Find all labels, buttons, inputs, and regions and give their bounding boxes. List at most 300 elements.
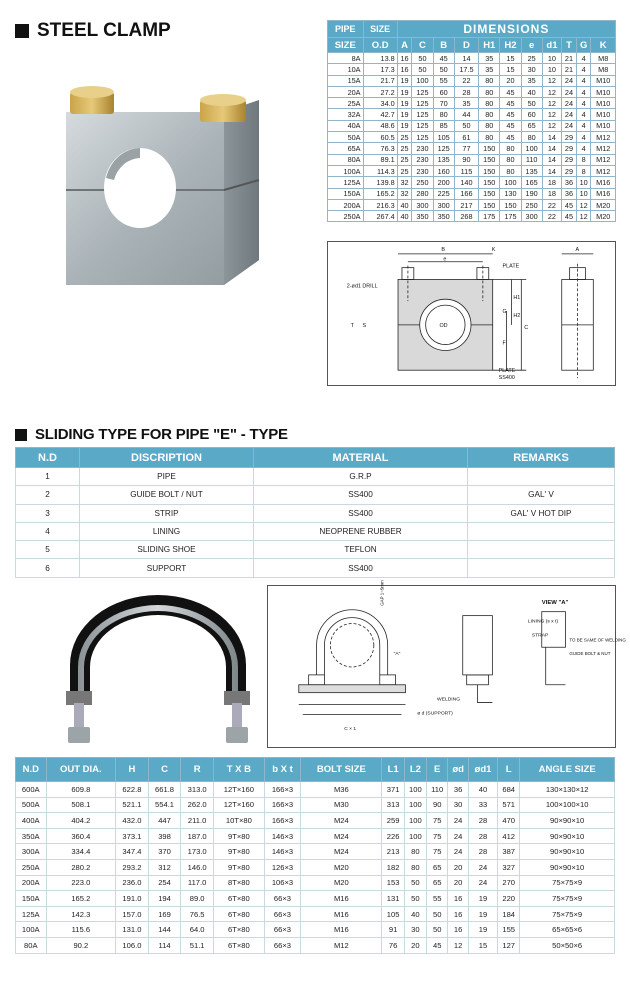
table-cell: 432.0 bbox=[116, 813, 149, 829]
table-cell: 76.5 bbox=[181, 906, 214, 922]
table-cell: 157.0 bbox=[116, 906, 149, 922]
table-cell: 600A bbox=[16, 782, 47, 798]
table-cell: 70 bbox=[433, 98, 454, 109]
table-cell: 211.0 bbox=[181, 813, 214, 829]
drawing-label-support: ø d (SUPPORT) bbox=[417, 711, 453, 717]
table-row bbox=[16, 937, 615, 953]
table-cell: 24 bbox=[448, 844, 469, 860]
table-cell: 75×75×9 bbox=[520, 875, 615, 891]
table-row bbox=[16, 522, 615, 540]
table-row bbox=[16, 828, 615, 844]
table-cell: STRIP bbox=[80, 504, 254, 522]
table-cell: 360.4 bbox=[46, 828, 116, 844]
table-cell: 90×90×10 bbox=[520, 828, 615, 844]
table-cell: 36 bbox=[562, 177, 577, 188]
table-cell: 50 bbox=[412, 64, 433, 75]
table-row bbox=[16, 891, 615, 907]
table-cell: 25A bbox=[328, 98, 364, 109]
table-cell: 184 bbox=[498, 906, 520, 922]
table-cell: 13.8 bbox=[363, 53, 397, 64]
table-cell: 194 bbox=[148, 891, 181, 907]
table-cell: 250A bbox=[16, 859, 47, 875]
table-cell: 14 bbox=[542, 132, 561, 143]
table-cell: M36 bbox=[301, 782, 382, 798]
table-cell: 300 bbox=[412, 199, 433, 210]
table-cell: M20 bbox=[591, 211, 616, 222]
table-row bbox=[16, 875, 615, 891]
table-cell: 34.0 bbox=[363, 98, 397, 109]
e-type-col-header: b X t bbox=[264, 758, 300, 782]
table-cell: 187.0 bbox=[181, 828, 214, 844]
table-cell: 4 bbox=[16, 522, 80, 540]
dim-col-header: SIZE bbox=[328, 38, 364, 53]
table-cell: 80 bbox=[500, 154, 521, 165]
table-cell: 169 bbox=[148, 906, 181, 922]
dimensions-body bbox=[328, 53, 616, 222]
table-cell: 45 bbox=[427, 937, 448, 953]
dim-col-header: H2 bbox=[500, 38, 521, 53]
table-cell: 1 bbox=[16, 468, 80, 486]
table-cell: 50 bbox=[404, 875, 426, 891]
table-cell: 40 bbox=[397, 211, 412, 222]
table-cell: 76.3 bbox=[363, 143, 397, 154]
e-type-body bbox=[16, 782, 615, 954]
table-cell: 9T×80 bbox=[213, 844, 264, 860]
table-cell: 2 bbox=[16, 486, 80, 504]
table-cell: 22 bbox=[454, 75, 478, 86]
table-cell: 6 bbox=[16, 559, 80, 577]
table-cell: 267.4 bbox=[363, 211, 397, 222]
table-cell: M12 bbox=[591, 165, 616, 176]
table-cell: 142.3 bbox=[46, 906, 116, 922]
drawing-label-to-be-same: TO BE SAME OF WELDING bbox=[569, 637, 626, 643]
table-row bbox=[16, 844, 615, 860]
table-cell: 131 bbox=[382, 891, 404, 907]
table-cell: 554.1 bbox=[148, 797, 181, 813]
table-cell: 25 bbox=[397, 154, 412, 165]
table-cell: 19 bbox=[397, 86, 412, 97]
table-cell: 80 bbox=[479, 75, 500, 86]
table-cell: 14 bbox=[454, 53, 478, 64]
table-cell: 5 bbox=[16, 541, 80, 559]
table-cell: 66×3 bbox=[264, 906, 300, 922]
table-cell: 155 bbox=[498, 922, 520, 938]
table-cell: 75×75×9 bbox=[520, 906, 615, 922]
table-row bbox=[16, 541, 615, 559]
table-cell: M8 bbox=[591, 53, 616, 64]
table-cell: 40 bbox=[397, 199, 412, 210]
table-cell: 89.0 bbox=[181, 891, 214, 907]
table-cell: 32 bbox=[397, 177, 412, 188]
table-cell: 90×90×10 bbox=[520, 859, 615, 875]
table-cell: 125 bbox=[412, 132, 433, 143]
table-cell: 470 bbox=[498, 813, 520, 829]
table-cell: 36 bbox=[448, 782, 469, 798]
table-cell: M16 bbox=[591, 177, 616, 188]
table-cell: 65 bbox=[427, 859, 448, 875]
table-cell: 75 bbox=[427, 813, 448, 829]
table-cell: 80 bbox=[479, 98, 500, 109]
table-cell: 28 bbox=[454, 86, 478, 97]
drawing-label-g: G bbox=[502, 309, 507, 316]
table-cell: 12 bbox=[576, 211, 591, 222]
dim-col-header: e bbox=[521, 38, 542, 53]
table-cell: 4 bbox=[576, 53, 591, 64]
table-cell: 6T×80 bbox=[213, 891, 264, 907]
steel-clamp-title bbox=[15, 20, 171, 42]
table-cell: 28 bbox=[468, 813, 497, 829]
table-cell: 45 bbox=[500, 86, 521, 97]
table-cell: 190 bbox=[521, 188, 542, 199]
table-cell: 90 bbox=[454, 154, 478, 165]
dim-col-header: O.D bbox=[363, 38, 397, 53]
table-cell: 115.6 bbox=[46, 922, 116, 938]
table-cell: 10T×80 bbox=[213, 813, 264, 829]
dim-col-header: T bbox=[562, 38, 577, 53]
table-cell: 144 bbox=[148, 922, 181, 938]
drawing-label-k: K bbox=[491, 246, 496, 253]
table-cell: 100 bbox=[404, 797, 426, 813]
table-cell: PIPE bbox=[80, 468, 254, 486]
table-cell: 115 bbox=[454, 165, 478, 176]
table-cell: 6T×80 bbox=[213, 906, 264, 922]
table-row bbox=[16, 468, 615, 486]
table-cell: 135 bbox=[433, 154, 454, 165]
table-cell: 24 bbox=[448, 813, 469, 829]
table-cell: 400A bbox=[16, 813, 47, 829]
table-row bbox=[16, 797, 615, 813]
drawing-label-plate: PLATE bbox=[502, 263, 520, 270]
steel-clamp-technical-drawing bbox=[327, 241, 616, 386]
drawing-label-view-a: VIEW "A" bbox=[541, 599, 569, 606]
table-cell: 106.0 bbox=[116, 937, 149, 953]
table-cell: 126×3 bbox=[264, 859, 300, 875]
table-cell: 300 bbox=[433, 199, 454, 210]
table-cell: 259 bbox=[382, 813, 404, 829]
table-cell: 20 bbox=[404, 937, 426, 953]
table-cell: 16 bbox=[397, 64, 412, 75]
steel-clamp-photo bbox=[66, 78, 259, 285]
table-cell: 4 bbox=[576, 120, 591, 131]
table-cell: M10 bbox=[591, 98, 616, 109]
dimensions-column-headers bbox=[328, 38, 616, 53]
table-cell: 130 bbox=[500, 188, 521, 199]
table-cell: 9T×80 bbox=[213, 859, 264, 875]
table-cell: 12 bbox=[542, 98, 561, 109]
dim-col-header: H1 bbox=[479, 38, 500, 53]
table-cell: 17.5 bbox=[454, 64, 478, 75]
table-cell: 15 bbox=[500, 53, 521, 64]
table-cell: 25 bbox=[397, 165, 412, 176]
table-cell: 609.8 bbox=[46, 782, 116, 798]
table-row bbox=[328, 211, 616, 222]
table-cell: 571 bbox=[498, 797, 520, 813]
steel-clamp-dimensions-table bbox=[327, 20, 616, 222]
table-cell: 45 bbox=[500, 109, 521, 120]
table-cell: M16 bbox=[301, 922, 382, 938]
table-row bbox=[16, 782, 615, 798]
table-cell: 65A bbox=[328, 143, 364, 154]
table-cell: SLIDING SHOE bbox=[80, 541, 254, 559]
table-cell: SUPPORT bbox=[80, 559, 254, 577]
table-cell: 28 bbox=[468, 828, 497, 844]
table-cell: 20 bbox=[448, 875, 469, 891]
mat-header-description: DISCRIPTION bbox=[80, 448, 254, 468]
table-cell: M16 bbox=[301, 891, 382, 907]
table-cell: 216.3 bbox=[363, 199, 397, 210]
table-cell: GAL' V HOT DIP bbox=[468, 504, 615, 522]
table-cell: 166×3 bbox=[264, 797, 300, 813]
table-cell: 20 bbox=[500, 75, 521, 86]
table-cell: 100A bbox=[328, 165, 364, 176]
table-row bbox=[328, 98, 616, 109]
table-cell: 280 bbox=[412, 188, 433, 199]
table-cell: 100 bbox=[500, 177, 521, 188]
e-type-technical-drawing bbox=[267, 580, 626, 748]
table-cell: 80 bbox=[433, 109, 454, 120]
table-cell: 12 bbox=[542, 86, 561, 97]
table-cell: 66×3 bbox=[264, 891, 300, 907]
table-cell: 447 bbox=[148, 813, 181, 829]
table-cell: 45 bbox=[433, 53, 454, 64]
table-cell: 508.1 bbox=[46, 797, 116, 813]
table-cell: 55 bbox=[427, 891, 448, 907]
table-cell: 661.8 bbox=[148, 782, 181, 798]
table-row bbox=[328, 132, 616, 143]
header-dimensions: DIMENSIONS bbox=[397, 21, 615, 38]
table-cell: SS400 bbox=[254, 486, 468, 504]
table-cell: 293.2 bbox=[116, 859, 149, 875]
table-cell: 80 bbox=[500, 165, 521, 176]
table-cell: 17.3 bbox=[363, 64, 397, 75]
table-cell: 24 bbox=[562, 75, 577, 86]
table-cell: 36 bbox=[562, 188, 577, 199]
table-cell: 350 bbox=[412, 211, 433, 222]
table-cell: M16 bbox=[591, 188, 616, 199]
table-cell: 29 bbox=[562, 165, 577, 176]
table-cell: M12 bbox=[301, 937, 382, 953]
table-cell: 35 bbox=[521, 75, 542, 86]
table-cell: 22 bbox=[542, 211, 561, 222]
table-cell: 27.2 bbox=[363, 86, 397, 97]
table-cell: 312 bbox=[148, 859, 181, 875]
table-cell: SS400 bbox=[254, 504, 468, 522]
table-cell: 347.4 bbox=[116, 844, 149, 860]
table-cell: 262.0 bbox=[181, 797, 214, 813]
table-cell: 22 bbox=[542, 199, 561, 210]
table-row bbox=[328, 64, 616, 75]
dim-col-header: d1 bbox=[542, 38, 561, 53]
table-row bbox=[328, 165, 616, 176]
table-cell: 153 bbox=[382, 875, 404, 891]
table-cell: 51.1 bbox=[181, 937, 214, 953]
table-cell: 230 bbox=[412, 143, 433, 154]
e-type-col-header: ød1 bbox=[468, 758, 497, 782]
drawing-label-gap: GAP 1~5mm bbox=[379, 580, 385, 606]
table-row bbox=[328, 53, 616, 64]
table-cell: LINING bbox=[80, 522, 254, 540]
table-cell: 50 bbox=[454, 120, 478, 131]
table-cell: 223.0 bbox=[46, 875, 116, 891]
table-cell: 125 bbox=[412, 86, 433, 97]
table-cell: 29 bbox=[562, 143, 577, 154]
table-cell: 45 bbox=[562, 211, 577, 222]
table-cell: 684 bbox=[498, 782, 520, 798]
table-cell: 4 bbox=[576, 64, 591, 75]
table-cell: 24 bbox=[562, 86, 577, 97]
table-cell: 8A bbox=[328, 53, 364, 64]
table-cell: 44 bbox=[454, 109, 478, 120]
table-cell: 100 bbox=[404, 813, 426, 829]
table-cell: M20 bbox=[301, 875, 382, 891]
table-cell: 24 bbox=[448, 828, 469, 844]
table-cell: 387 bbox=[498, 844, 520, 860]
table-cell: 313.0 bbox=[181, 782, 214, 798]
table-cell: 3 bbox=[16, 504, 80, 522]
header-size: SIZE bbox=[363, 21, 397, 38]
material-table bbox=[15, 447, 615, 578]
table-cell: 65 bbox=[427, 875, 448, 891]
table-cell: 270 bbox=[498, 875, 520, 891]
table-cell: 300 bbox=[521, 211, 542, 222]
table-cell: 29 bbox=[562, 132, 577, 143]
table-cell: 146.0 bbox=[181, 859, 214, 875]
table-cell: 75 bbox=[427, 828, 448, 844]
table-cell: M30 bbox=[301, 797, 382, 813]
table-cell: 140 bbox=[454, 177, 478, 188]
table-cell: 150 bbox=[479, 165, 500, 176]
table-cell: M10 bbox=[591, 120, 616, 131]
table-cell: 90×90×10 bbox=[520, 813, 615, 829]
sliding-type-title bbox=[15, 426, 288, 443]
drawing-label-h2: H2 bbox=[513, 312, 521, 319]
table-row bbox=[328, 188, 616, 199]
material-body bbox=[16, 468, 615, 578]
u-clamp-photo bbox=[62, 595, 254, 748]
table-cell: 12 bbox=[542, 75, 561, 86]
table-cell: 327 bbox=[498, 859, 520, 875]
table-cell: 100×100×10 bbox=[520, 797, 615, 813]
table-cell: 10A bbox=[328, 64, 364, 75]
table-cell: 21 bbox=[562, 53, 577, 64]
table-cell: 35 bbox=[454, 98, 478, 109]
table-cell: 500A bbox=[16, 797, 47, 813]
drawing-label-welding: WELDING bbox=[437, 697, 461, 703]
table-cell: 19 bbox=[397, 98, 412, 109]
table-cell: 61 bbox=[454, 132, 478, 143]
table-cell: 15 bbox=[468, 937, 497, 953]
table-cell: GAL' V bbox=[468, 486, 615, 504]
table-cell: 12 bbox=[542, 120, 561, 131]
table-cell: 10 bbox=[542, 64, 561, 75]
drawing-label-guide: GUIDE BOLT & NUT bbox=[569, 651, 611, 657]
header-pipe: PIPE bbox=[328, 21, 364, 38]
table-cell: 66×3 bbox=[264, 937, 300, 953]
dim-col-header: C bbox=[412, 38, 433, 53]
table-cell: 6T×80 bbox=[213, 937, 264, 953]
table-cell: 334.4 bbox=[46, 844, 116, 860]
dim-col-header: G bbox=[576, 38, 591, 53]
table-cell: 55 bbox=[433, 75, 454, 86]
drawing-label-drill: 2-ød1 DRILL bbox=[346, 283, 378, 290]
table-cell: M10 bbox=[591, 75, 616, 86]
table-cell: 370 bbox=[148, 844, 181, 860]
table-cell: 350A bbox=[16, 828, 47, 844]
drawing-label-c1: C × 1 bbox=[344, 727, 357, 733]
table-cell: 12 bbox=[448, 937, 469, 953]
table-cell: 80 bbox=[500, 143, 521, 154]
table-cell: 200A bbox=[328, 199, 364, 210]
table-cell: 300A bbox=[16, 844, 47, 860]
table-cell: 8 bbox=[576, 154, 591, 165]
table-cell: 191.0 bbox=[116, 891, 149, 907]
table-cell: M24 bbox=[301, 813, 382, 829]
table-cell: 165.2 bbox=[46, 891, 116, 907]
table-cell: 40 bbox=[404, 906, 426, 922]
table-cell: 40A bbox=[328, 120, 364, 131]
table-cell: 110 bbox=[427, 782, 448, 798]
table-cell: 404.2 bbox=[46, 813, 116, 829]
table-cell: 4 bbox=[576, 86, 591, 97]
table-cell: 18 bbox=[542, 188, 561, 199]
table-cell: 30 bbox=[448, 797, 469, 813]
table-cell bbox=[468, 522, 615, 540]
table-cell: 24 bbox=[468, 875, 497, 891]
table-cell: 14 bbox=[542, 143, 561, 154]
table-cell: 21 bbox=[562, 64, 577, 75]
table-cell: 18 bbox=[542, 177, 561, 188]
table-cell: 150 bbox=[479, 177, 500, 188]
table-cell: 50A bbox=[328, 132, 364, 143]
table-cell: GUIDE BOLT / NUT bbox=[80, 486, 254, 504]
table-cell: 139.8 bbox=[363, 177, 397, 188]
table-cell: M24 bbox=[301, 844, 382, 860]
table-cell: M10 bbox=[591, 86, 616, 97]
e-type-col-header: OUT DIA. bbox=[46, 758, 116, 782]
table-cell: 25 bbox=[397, 132, 412, 143]
table-cell: 150 bbox=[479, 143, 500, 154]
table-cell: M12 bbox=[591, 132, 616, 143]
table-cell: 4 bbox=[576, 109, 591, 120]
table-cell: 100 bbox=[412, 75, 433, 86]
table-cell: 230 bbox=[412, 165, 433, 176]
table-cell: 15 bbox=[500, 64, 521, 75]
e-type-col-header: H bbox=[116, 758, 149, 782]
table-cell: 4 bbox=[576, 143, 591, 154]
table-cell: 125 bbox=[412, 109, 433, 120]
e-type-col-header: BOLT SIZE bbox=[301, 758, 382, 782]
bullet-square-icon bbox=[15, 24, 29, 38]
table-cell: 89.1 bbox=[363, 154, 397, 165]
table-cell: 32A bbox=[328, 109, 364, 120]
steel-clamp-title-text: STEEL CLAMP bbox=[37, 20, 171, 41]
table-cell: 80 bbox=[404, 844, 426, 860]
table-cell: 280.2 bbox=[46, 859, 116, 875]
table-cell: 166×3 bbox=[264, 813, 300, 829]
table-cell: 173.0 bbox=[181, 844, 214, 860]
table-cell: 33 bbox=[468, 797, 497, 813]
table-cell: 80A bbox=[328, 154, 364, 165]
table-cell: 150A bbox=[16, 891, 47, 907]
table-cell: 77 bbox=[454, 143, 478, 154]
table-cell: 217 bbox=[454, 199, 478, 210]
table-cell: 19 bbox=[397, 109, 412, 120]
table-cell: 50 bbox=[521, 98, 542, 109]
table-cell: 182 bbox=[382, 859, 404, 875]
table-cell: 90×90×10 bbox=[520, 844, 615, 860]
table-cell: 65×65×6 bbox=[520, 922, 615, 938]
table-cell: 166×3 bbox=[264, 782, 300, 798]
